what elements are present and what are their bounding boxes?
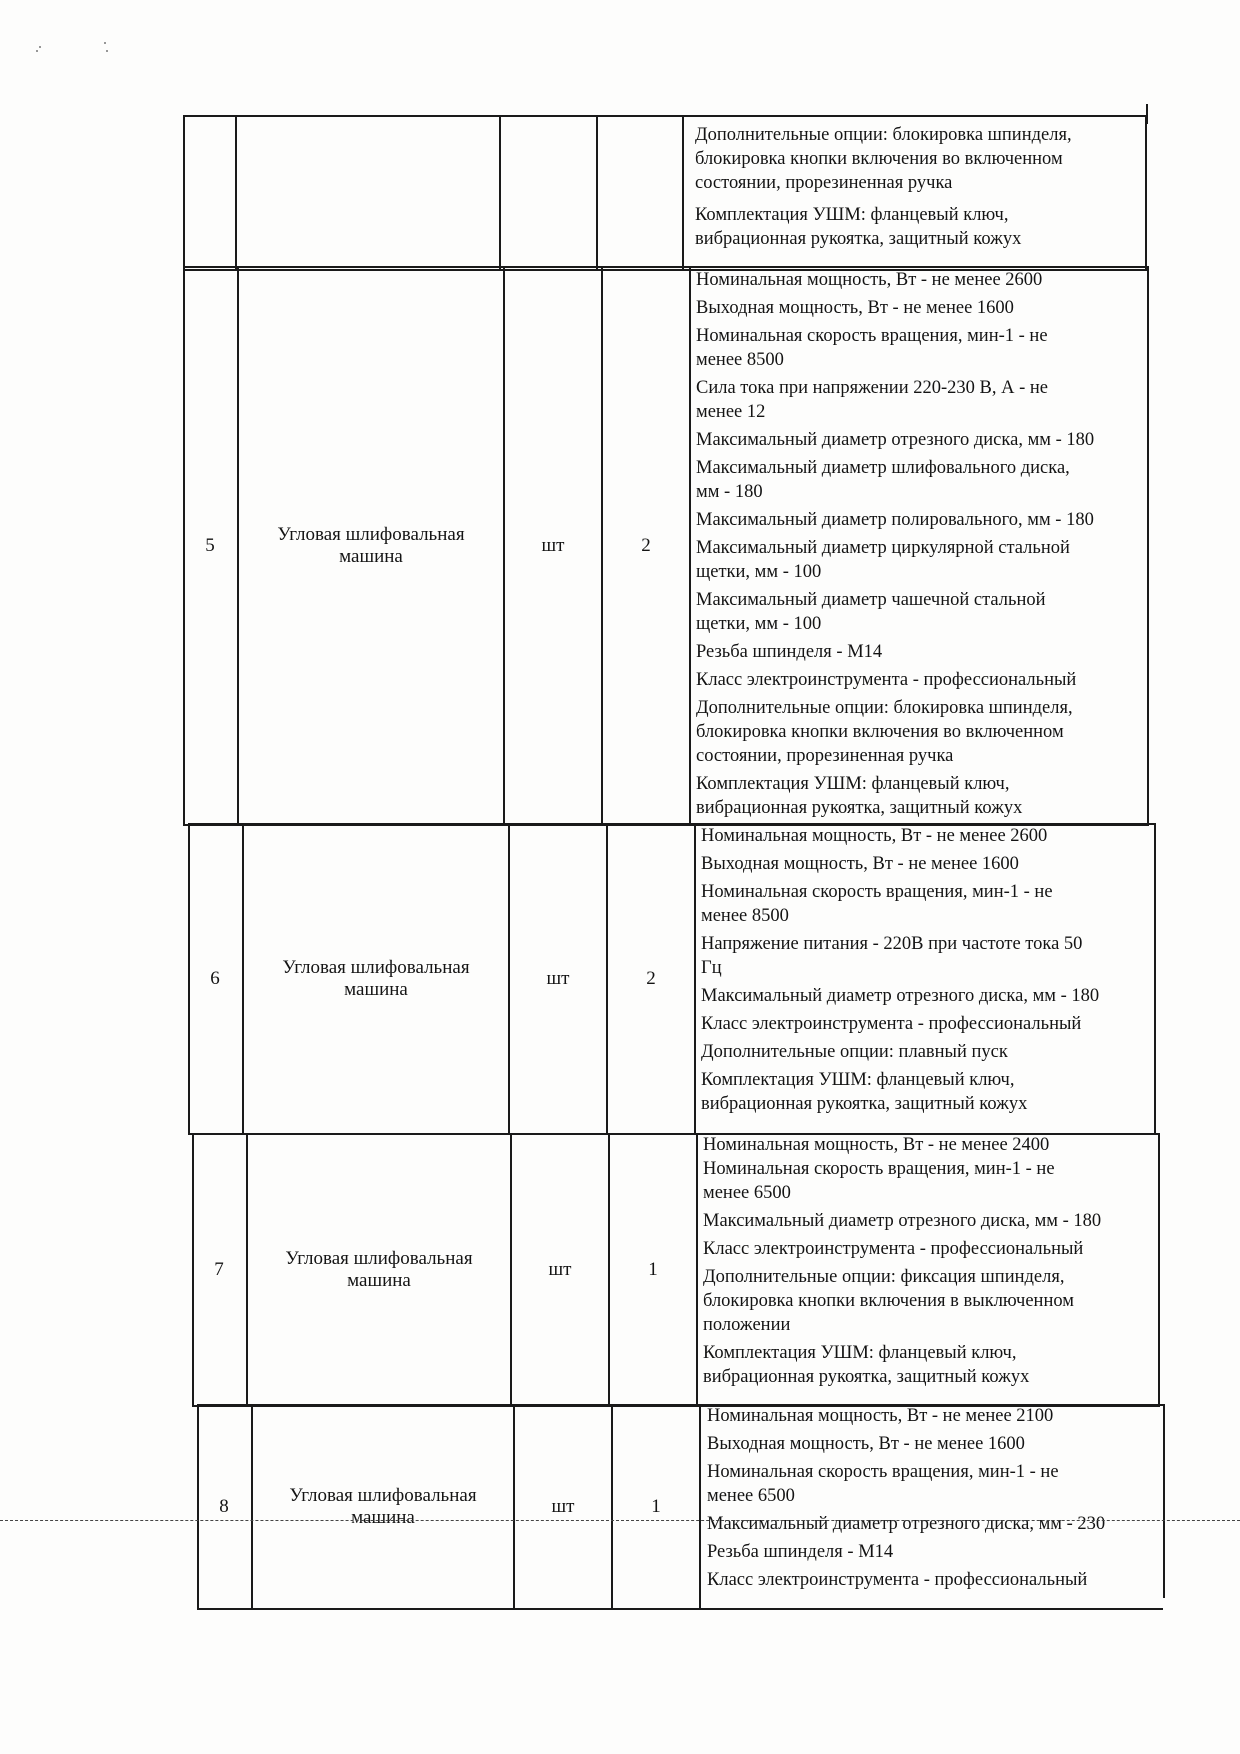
- unit-cell: шт: [551, 1496, 575, 1517]
- table-right-border: [1146, 104, 1148, 124]
- column-divider: [689, 266, 691, 826]
- column-divider: [235, 115, 237, 271]
- column-divider: [699, 1404, 701, 1610]
- spec-line: Комплектация УШМ: фланцевый ключ, вибрационная рукоятка, защитный кожух: [701, 1070, 1028, 1114]
- scan-speck: [36, 50, 38, 52]
- quantity-cell: 1: [651, 1496, 661, 1517]
- spec-line: Резьба шпинделя - М14: [696, 642, 883, 662]
- quantity-cell: 2: [646, 968, 656, 989]
- spec-line: Напряжение питания - 220В при частоте тока 50 Гц: [701, 934, 1083, 978]
- item-name: Угловая шлифовальная машина: [282, 957, 470, 1000]
- spec-line: Номинальная мощность, Вт - не менее 2600: [701, 826, 1048, 846]
- spec-line: Дополнительные опции: блокировка шпинделя, блокировка кнопки включения во включенном состоянии, прорезиненная ручка: [695, 125, 1072, 193]
- spec-line: Номинальная скорость вращения, мин-1 - не менее 8500: [701, 882, 1053, 926]
- item-name: Угловая шлифовальная машина: [289, 1485, 477, 1528]
- column-divider: [499, 115, 501, 271]
- spec-line: Сила тока при напряжении 220-230 В, А - не менее 12: [696, 378, 1048, 422]
- column-divider: [596, 115, 598, 271]
- unit-cell: шт: [546, 968, 570, 989]
- spec-line: Класс электроинструмента - профессиональный: [707, 1570, 1088, 1590]
- spec-line: Дополнительные опции: блокировка шпинделя, блокировка кнопки включения во включенном состоянии, прорезиненная ручка: [696, 698, 1073, 766]
- column-divider: [696, 1133, 698, 1407]
- spec-line: Максимальный диаметр отрезного диска, мм - 180: [696, 430, 1095, 450]
- spec-line: Максимальный диаметр чашечной стальной щетки, мм - 100: [696, 590, 1046, 634]
- spec-line: Максимальный диаметр шлифовального диска, мм - 180: [696, 458, 1070, 502]
- spec-line: Дополнительные опции: фиксация шпинделя, блокировка кнопки включения в выключенном положении: [703, 1267, 1074, 1335]
- spec-line: Номинальная скорость вращения, мин-1 - не менее 6500: [703, 1159, 1055, 1203]
- spec-line: Комплектация УШМ: фланцевый ключ, вибрационная рукоятка, защитный кожух: [696, 774, 1023, 818]
- unit-cell: шт: [548, 1259, 572, 1280]
- spec-line: Максимальный диаметр полировального, мм - 180: [696, 510, 1094, 530]
- quantity-cell: 1: [648, 1259, 658, 1280]
- table-right-border: [1163, 1404, 1165, 1598]
- scan-speck: [39, 46, 41, 48]
- table-row: [183, 266, 1149, 826]
- column-divider: [682, 115, 684, 271]
- spec-line: Максимальный диаметр отрезного диска, мм - 180: [703, 1211, 1102, 1231]
- row-number: 5: [205, 535, 215, 556]
- quantity-cell: 2: [641, 535, 651, 556]
- row-number: 8: [219, 1496, 229, 1517]
- spec-line: Класс электроинструмента - профессиональный: [701, 1014, 1082, 1034]
- spec-line: Номинальная мощность, Вт - не менее 2100: [707, 1406, 1054, 1426]
- table-row: [188, 823, 1156, 1135]
- spec-cell: [696, 268, 1146, 824]
- column-divider: [694, 823, 696, 1135]
- spec-cell: [703, 1133, 1157, 1393]
- unit-cell: шт: [541, 535, 565, 556]
- spec-line: Резьба шпинделя - М14: [707, 1542, 894, 1562]
- spec-line: Максимальный диаметр циркулярной стальной щетки, мм - 100: [696, 538, 1070, 582]
- page-cut-line: [0, 1520, 1240, 1521]
- spec-line: Класс электроинструмента - профессиональный: [696, 670, 1077, 690]
- item-name: Угловая шлифовальная машина: [285, 1248, 473, 1291]
- spec-line: Комплектация УШМ: фланцевый ключ, вибрационная рукоятка, защитный кожух: [703, 1343, 1030, 1387]
- spec-line: Класс электроинструмента - профессиональный: [703, 1239, 1084, 1259]
- table-row: [197, 1404, 1163, 1610]
- table-row: [192, 1133, 1160, 1407]
- table-row: [183, 115, 1147, 271]
- scan-speck: [106, 50, 108, 52]
- spec-line: Выходная мощность, Вт - не менее 1600: [701, 854, 1019, 874]
- spec-line: Комплектация УШМ: фланцевый ключ, вибрационная рукоятка, защитный кожух: [695, 205, 1022, 249]
- spec-cell: [701, 824, 1153, 1120]
- spec-line: Номинальная скорость вращения, мин-1 - не менее 8500: [696, 326, 1048, 370]
- spec-line: Максимальный диаметр отрезного диска, мм - 180: [701, 986, 1100, 1006]
- spec-line: Выходная мощность, Вт - не менее 1600: [707, 1434, 1025, 1454]
- spec-line: Максимальный диаметр отрезного диска, мм - 230: [707, 1514, 1106, 1534]
- spec-line: Номинальная мощность, Вт - не менее 2600: [696, 270, 1043, 290]
- item-name: Угловая шлифовальная машина: [277, 524, 465, 567]
- spec-line: Дополнительные опции: плавный пуск: [701, 1042, 1008, 1062]
- spec-cell: [695, 123, 1141, 255]
- spec-cell: [707, 1404, 1159, 1596]
- spec-line: Номинальная скорость вращения, мин-1 - не менее 6500: [707, 1462, 1059, 1506]
- scan-speck: [104, 42, 106, 44]
- spec-line: Выходная мощность, Вт - не менее 1600: [696, 298, 1014, 318]
- spec-line: Номинальная мощность, Вт - не менее 2400: [703, 1135, 1050, 1155]
- row-number: 7: [214, 1259, 224, 1280]
- row-number: 6: [210, 968, 220, 989]
